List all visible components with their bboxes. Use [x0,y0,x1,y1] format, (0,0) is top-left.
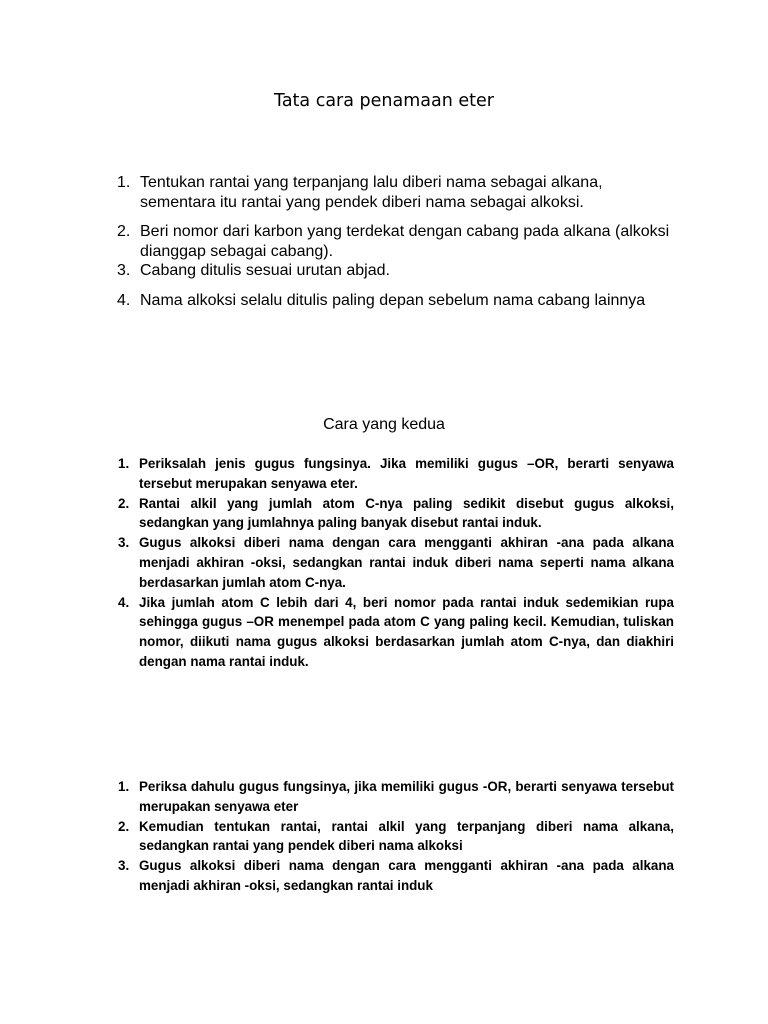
list-item-text: Gugus alkoksi diberi nama dengan cara mengganti akhiran -ana pada alkana menjadi akhiran -oksi, sedangkan rantai induk diberi nama seperti nama alkana berdasarkan jumlah atom C-nya. [139,535,674,590]
list-item-number: 2. [118,818,130,834]
list-item-text: Beri nomor dari karbon yang terdekat dengan cabang pada alkana (alkoksi dianggap sebagai cabang). [140,223,670,260]
list-item-number: 1. [118,779,130,794]
list-item-number: 4. [118,594,130,610]
list-item-text: Kemudian tentukan rantai, rantai alkil yang terpanjang diberi nama alkana, sedangkan rantai yang pendek diberi nama alkoksi [139,818,674,854]
list-item-number: 3. [118,858,130,874]
list-item-text: Rantai alkil yang jumlah atom C-nya paling sedikit disebut gugus alkoksi, sedangkan yang jumlahnya paling banyak disebut rantai induk. [139,495,674,531]
list-item-number: 3. [118,535,130,551]
list-item-text: Tentukan rantai yang terpanjang lalu diberi nama sebagai alkana, sementara itu rantai yang pendek diberi nama sebagai alkoksi. [140,174,603,211]
list-item [118,856,674,896]
list-item-number: 3. [117,262,131,279]
list-item-number: 1. [118,456,130,471]
list-item [118,817,674,857]
list-item [117,261,677,281]
list-item-text: Gugus alkoksi diberi nama dengan cara mengganti akhiran -ana pada alkana menjadi akhiran -oksi, sedangkan rantai induk [139,858,674,893]
list-item-text: Periksalah jenis gugus fungsinya. Jika memiliki gugus –OR, berarti senyawa tersebut merupakan senyawa eter. [139,456,674,491]
list-item [117,291,677,311]
list-item [117,222,677,261]
list-item [118,533,674,592]
list-item-number: 4. [117,291,131,309]
list-item [118,593,674,672]
list-item [117,173,677,212]
list-item-text: Jika jumlah atom C lebih dari 4, beri nomor pada rantai induk sedemikian rupa sehingga gugus –OR menempel pada atom C yang paling kecil. Kemudian, tuliskan nomor, diikuti nama gugus alkoksi berdasarkan jumlah atom C-nya, dan diakhiri dengan nama rantai induk. [139,594,674,669]
list-item-text: Periksa dahulu gugus fungsinya, jika memiliki gugus -OR, berarti senyawa tersebut merupakan senyawa eter [139,779,674,814]
second-method-list [118,454,674,672]
list-item [118,777,674,817]
list-item-text: Cabang ditulis sesuai urutan abjad. [140,262,390,279]
list-item-number: 2. [117,223,131,240]
naming-steps-list [117,173,677,310]
third-method-list [118,777,674,896]
section-subtitle: Cara yang kedua [323,416,445,433]
list-item [118,454,674,494]
page-title: Tata cara penamaan eter [274,91,494,111]
list-item-number: 2. [118,495,130,511]
list-item-text: Nama alkoksi selalu ditulis paling depan sebelum nama cabang lainnya [140,291,646,309]
list-item-number: 1. [117,174,131,191]
list-item [118,494,674,534]
